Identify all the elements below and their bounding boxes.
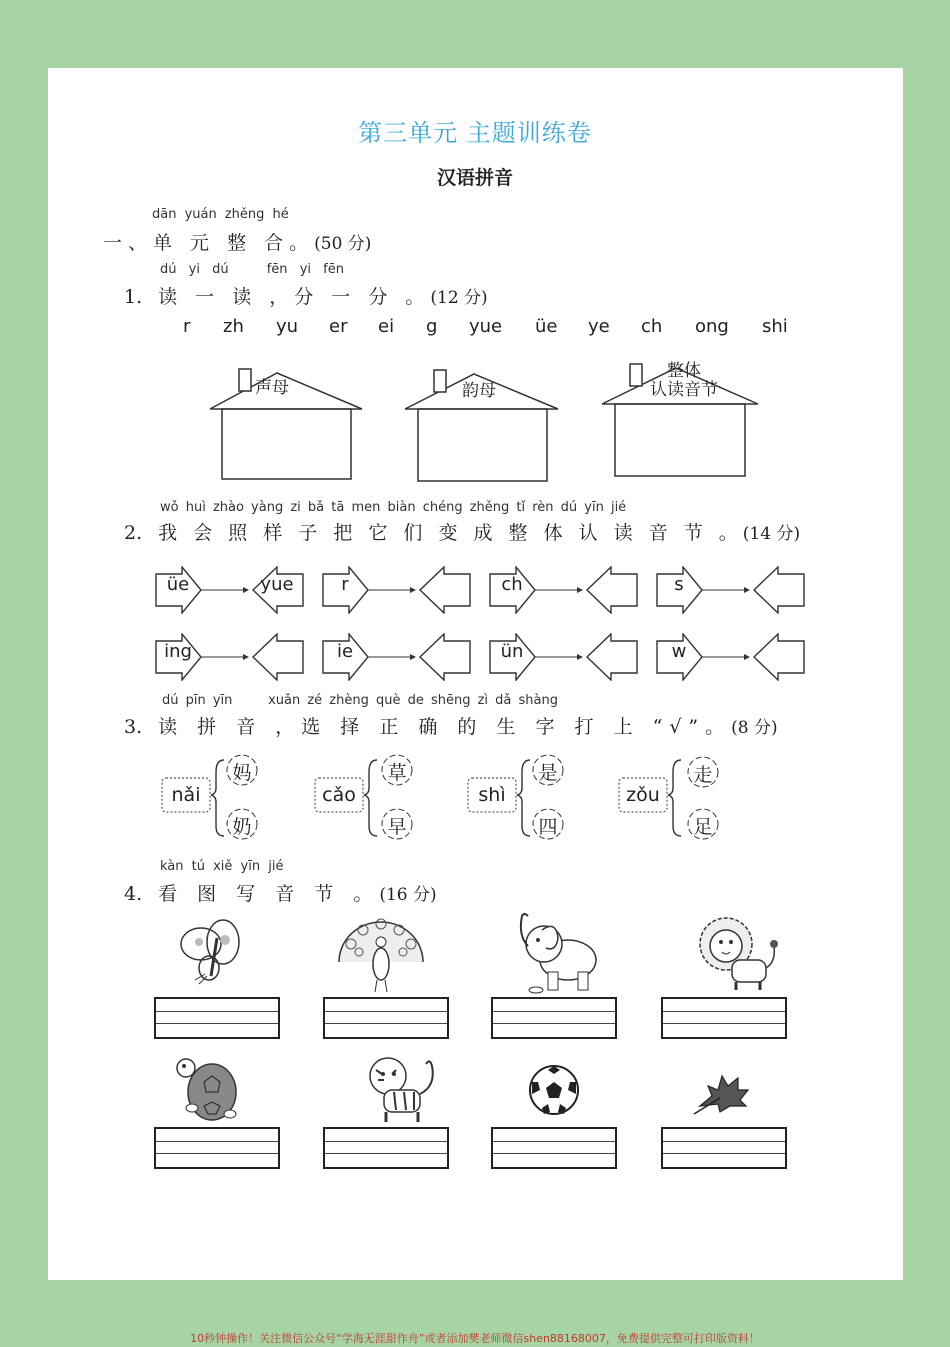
char-option[interactable]: 奶 [232,816,252,838]
answer-writing-box[interactable] [661,1127,787,1169]
answer-writing-box[interactable] [154,1127,280,1169]
initial-label: w [671,641,687,662]
footer-note: 10秒钟操作！关注微信公众号“学海无涯甜作舟”或者添加樊老师微信shen88168007，免费提供完整可打印版资料！ [190,1332,760,1345]
transform-item [656,566,806,612]
q2-heading [124,518,800,545]
syllable-prompt: nǎi [171,784,201,806]
answer-label: yue [260,574,294,595]
char-option[interactable]: 早 [387,816,407,838]
soccer-ball-icon [520,1058,620,1138]
q4-text: 看 图 写 音 节 。 [158,883,380,905]
q1-syllable-row [0,316,950,342]
initial-label: üe [166,574,190,595]
char-option[interactable]: 足 [693,816,713,838]
house-label-line1: 整体 [667,361,701,381]
q1-pinyin-3: dú [212,262,229,277]
q1-score: (12 分) [430,288,488,308]
syllable-item: yue [469,316,503,337]
house-label: 韵母 [462,381,496,401]
q3-heading [124,712,778,739]
answer-writing-box[interactable] [491,997,617,1039]
choice-group [617,752,747,842]
syllable-prompt: cǎo [322,784,356,806]
initial-label: ie [336,641,354,662]
syllable-item: er [329,316,348,337]
page-title: 第三单元 主题训练卷 [358,119,592,147]
q4-pinyin: kàn tú xiě yīn jié [160,859,284,874]
syllable-item: ye [588,316,610,337]
house-finals [402,366,562,488]
q2-pinyin: wǒ huì zhào yàng zi bǎ tā men biàn chéng zhěng tǐ rèn dú yīn jié [160,500,627,515]
section1-score: (50 分) [314,234,372,254]
char-option[interactable]: 是 [538,762,558,784]
syllable-prompt: shì [478,784,506,806]
transform-item [489,566,639,612]
house-label-line2: 认读音节 [650,380,718,400]
choice-group [466,752,596,842]
q1-number: 1. [124,286,143,308]
transform-item [656,633,806,679]
answer-writing-box[interactable] [323,1127,449,1169]
syllable-item: ch [641,316,663,337]
initial-label: r [341,574,349,595]
q2-number: 2. [124,522,143,544]
tiger-icon [356,1050,456,1130]
initial-label: ch [501,574,523,595]
q4-score: (16 分) [379,885,437,905]
peacock-icon [331,912,431,992]
q1-pinyin-4: fēn [266,262,288,277]
q2-score: (14 分) [742,524,801,544]
answer-writing-box[interactable] [154,997,280,1039]
q3-pinyin: dú pīn yīn xuǎn zé zhèng què de shēng zì dǎ shàng [162,693,558,708]
answer-writing-box[interactable] [661,997,787,1039]
house-label [648,362,720,400]
syllable-item: zh [223,316,244,337]
answer-writing-box[interactable] [323,997,449,1039]
syllable-item: r [183,316,191,337]
transform-item [155,633,305,679]
initial-label: s [674,574,684,595]
turtle-icon [168,1050,268,1130]
house-label: 声母 [255,378,289,398]
syllable-item: shi [762,316,788,337]
choice-group [160,752,290,842]
syllable-item: ei [378,316,395,337]
initial-label: ün [500,641,524,662]
elephant-icon [508,906,608,986]
syllable-item: yu [276,316,299,337]
transform-item [322,633,472,679]
syllable-item: üe [535,316,558,337]
choice-group [313,752,443,842]
char-option[interactable]: 四 [538,816,558,838]
section1-pinyin: dān yuán zhěng hé [152,207,289,222]
q1-pinyin-1: dú [160,262,177,277]
page-subtitle: 汉语拼音 [436,167,513,189]
q3-text: 读 拼 音 ，选 择 正 确 的 生 字 打 上 “√”。 [158,716,732,738]
q2-text: 我 会 照 样 子 把 它 们 变 成 整 体 认 读 音 节 。 [158,522,743,544]
char-option[interactable]: 走 [693,764,713,786]
q3-score: (8 分) [731,718,778,738]
q1-pinyin-2: yi [188,262,200,277]
section1-text: 一、单 元 整 合。 [103,232,315,254]
house-whole-syllables [598,360,758,482]
section1-heading [103,228,371,255]
transform-item [322,566,472,612]
q1-pinyin-5: yi [299,262,312,277]
q4-number: 4. [124,883,143,905]
answer-writing-box[interactable] [491,1127,617,1169]
butterfly-icon [165,912,265,992]
q4-heading [124,879,437,906]
char-option[interactable]: 草 [387,762,407,784]
syllable-item: g [426,316,438,337]
q1-heading [124,282,488,309]
initial-label: ing [164,641,192,662]
q1-pinyin [160,262,344,277]
house-initials [207,363,367,485]
transform-item [155,566,305,612]
transform-item [489,633,639,679]
char-option[interactable]: 妈 [232,762,252,784]
q3-number: 3. [124,716,143,738]
lion-icon [690,912,790,992]
syllable-prompt: zǒu [626,784,660,806]
syllable-item: ong [695,316,729,337]
q1-text: 读 一 读 ，分 一 分 。 [158,286,431,308]
q1-pinyin-6: fēn [323,262,344,277]
